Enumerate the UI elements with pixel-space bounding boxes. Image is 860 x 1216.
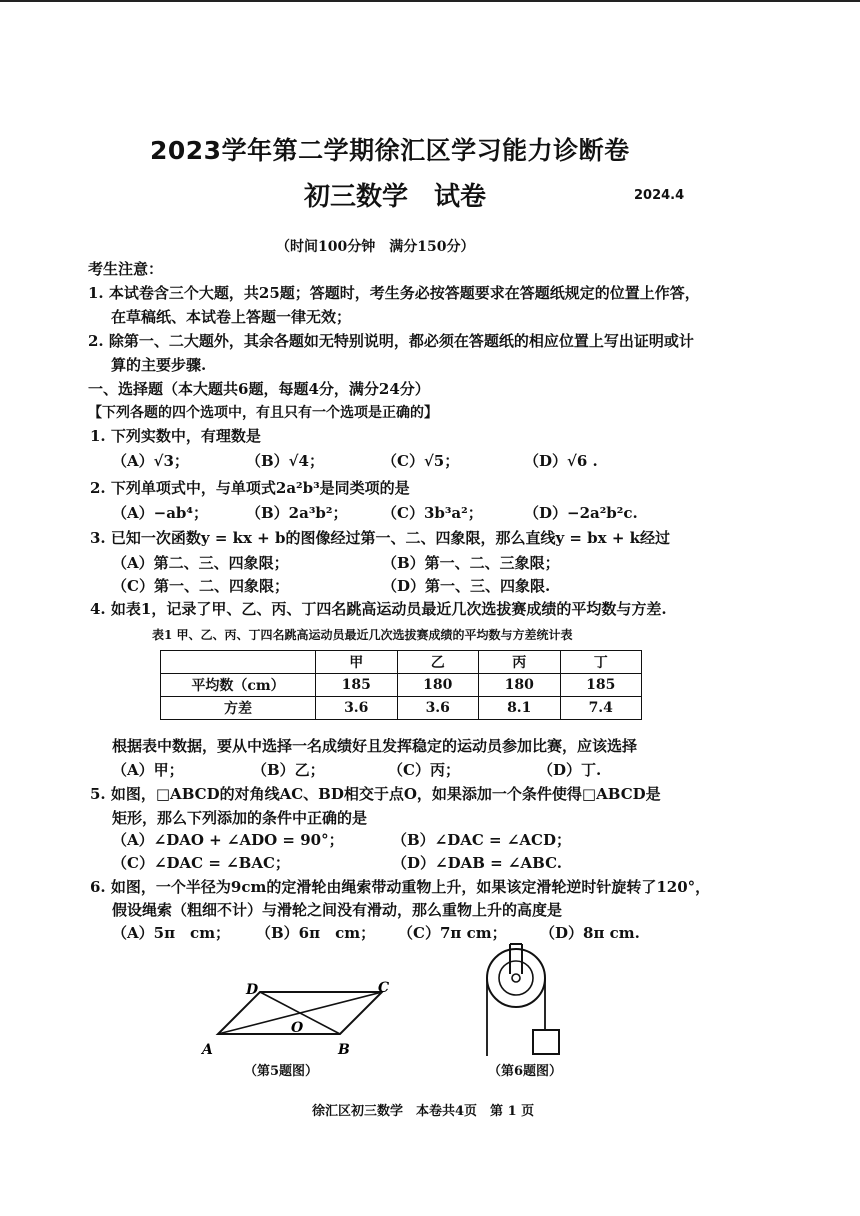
table-cell: 185 bbox=[316, 674, 398, 697]
q1-option-d: （D）√6 . bbox=[524, 452, 598, 470]
q4-option-c: （C）丙； bbox=[388, 761, 460, 779]
q4-follow: 根据表中数据，要从中选择一名成绩好且发挥稳定的运动员参加比赛，应该选择 bbox=[112, 737, 638, 755]
table-row bbox=[161, 674, 642, 697]
point-label-o: O bbox=[291, 1020, 304, 1036]
table-header-cell: 丁 bbox=[560, 651, 642, 674]
table-cell: 3.6 bbox=[316, 697, 398, 720]
note-2-line-2: 算的主要步骤. bbox=[111, 356, 207, 374]
point-label-a: A bbox=[202, 1042, 213, 1058]
q3-stem: 3. 已知一次函数y = kx + b的图像经过第一、二、四象限，那么直线y = bx + k经过 bbox=[90, 529, 671, 547]
q1-option-c: （C）√5； bbox=[382, 452, 460, 470]
q5-option-c: （C）∠DAC = ∠BAC； bbox=[112, 854, 290, 872]
table-header-cell bbox=[161, 651, 316, 674]
q2-option-a: （A）−ab⁴； bbox=[112, 504, 208, 522]
note-2-line-1: 2. 除第一、二大题外，其余各题如无特别说明，都必须在答题纸的相应位置上写出证明或计 bbox=[88, 332, 694, 350]
pulley-figure bbox=[476, 942, 566, 1060]
q5-option-b: （B）∠DAC = ∠ACD； bbox=[392, 831, 571, 849]
figure-5-caption: （第5题图） bbox=[244, 1064, 319, 1079]
q4-stem: 4. 如表1，记录了甲、乙、丙、丁四名跳高运动员最近几次选拔赛成绩的平均数与方差. bbox=[90, 600, 667, 618]
q6-option-a: （A）5π cm； bbox=[112, 924, 231, 942]
table-cell: 方差 bbox=[161, 697, 316, 720]
q6-option-c: （C）7π cm； bbox=[398, 924, 507, 942]
table-cell: 180 bbox=[479, 674, 561, 697]
table-cell: 185 bbox=[560, 674, 642, 697]
q1-option-b: （B）√4； bbox=[246, 452, 324, 470]
point-label-c: C bbox=[378, 980, 390, 996]
q4-option-a: （A）甲； bbox=[112, 761, 184, 779]
q3-option-a: （A）第二、三、四象限； bbox=[112, 554, 289, 572]
q2-stem: 2. 下列单项式中，与单项式2a²b³是同类项的是 bbox=[90, 479, 410, 497]
table-header-row bbox=[161, 651, 642, 674]
time-info: （时间100分钟 满分150分） bbox=[276, 239, 475, 255]
section-1-heading: 一、选择题（本大题共6题，每题4分，满分24分） bbox=[88, 380, 430, 398]
table-cell: 平均数（cm） bbox=[161, 674, 316, 697]
q4-option-b: （B）乙； bbox=[252, 761, 325, 779]
table-header-cell: 乙 bbox=[397, 651, 479, 674]
weight-block bbox=[533, 1030, 559, 1054]
q5-option-a: （A）∠DAO + ∠ADO = 90°； bbox=[112, 831, 344, 849]
point-label-d: D bbox=[246, 982, 259, 998]
q4-option-d: （D）丁. bbox=[538, 761, 602, 779]
top-border-line bbox=[0, 0, 860, 2]
q6-option-d: （D）8π cm. bbox=[540, 924, 640, 942]
table-row bbox=[161, 697, 642, 720]
q3-option-c: （C）第一、二、四象限； bbox=[112, 577, 289, 595]
q2-option-c: （C）3b³a²； bbox=[382, 504, 483, 522]
q6-option-b: （B）6π cm； bbox=[256, 924, 376, 942]
table-header-cell: 甲 bbox=[316, 651, 398, 674]
parallelogram-figure bbox=[196, 978, 406, 1058]
table-cell: 180 bbox=[397, 674, 479, 697]
q6-stem-line-2: 假设绳索（粗细不计）与滑轮之间没有滑动，那么重物上升的高度是 bbox=[112, 901, 563, 919]
q1-stem: 1. 下列实数中，有理数是 bbox=[90, 427, 261, 445]
q2-option-b: （B）2a³b²； bbox=[246, 504, 348, 522]
q3-option-d: （D）第一、三、四象限. bbox=[382, 577, 551, 595]
q6-stem-line-1: 6. 如图，一个半径为9cm的定滑轮由绳索带动重物上升，如果该定滑轮逆时针旋转了120°， bbox=[90, 878, 711, 896]
stats-table bbox=[160, 650, 642, 720]
q1-option-a: （A）√3； bbox=[112, 452, 189, 470]
q5-stem-line-1: 5. 如图，□ABCD的对角线AC、BD相交于点O，如果添加一个条件使得□ABCD是 bbox=[90, 785, 661, 803]
exam-date: 2024.4 bbox=[634, 188, 685, 203]
table-cell: 7.4 bbox=[560, 697, 642, 720]
note-1-line-1: 1. 本试卷含三个大题，共25题；答题时，考生务必按答题要求在答题纸规定的位置上作答， bbox=[88, 284, 700, 302]
table-caption: 表1 甲、乙、丙、丁四名跳高运动员最近几次选拔赛成绩的平均数与方差统计表 bbox=[152, 628, 573, 642]
notes-heading: 考生注意： bbox=[88, 260, 164, 278]
point-label-b: B bbox=[338, 1042, 350, 1058]
table-cell: 3.6 bbox=[397, 697, 479, 720]
pulley-inner-ring bbox=[499, 961, 533, 995]
exam-title: 2023学年第二学期徐汇区学习能力诊断卷 bbox=[150, 136, 630, 165]
q5-option-d: （D）∠DAB = ∠ABC. bbox=[392, 854, 562, 872]
table-header-cell: 丙 bbox=[479, 651, 561, 674]
pulley-axle bbox=[512, 974, 520, 982]
section-1-instruction: 【下列各题的四个选项中，有且只有一个选项是正确的】 bbox=[88, 405, 438, 421]
table-cell: 8.1 bbox=[479, 697, 561, 720]
q2-option-d: （D）−2a²b²c. bbox=[524, 504, 638, 522]
page-footer: 徐汇区初三数学 本卷共4页 第 1 页 bbox=[312, 1104, 535, 1119]
q5-stem-line-2: 矩形，那么下列添加的条件中正确的是 bbox=[112, 809, 368, 827]
note-1-line-2: 在草稿纸、本试卷上答题一律无效； bbox=[111, 308, 352, 326]
q3-option-b: （B）第一、二、三象限； bbox=[382, 554, 560, 572]
figure-6-caption: （第6题图） bbox=[488, 1064, 563, 1079]
pulley-wheel bbox=[487, 949, 545, 1007]
exam-subtitle: 初三数学 试卷 bbox=[304, 182, 487, 212]
